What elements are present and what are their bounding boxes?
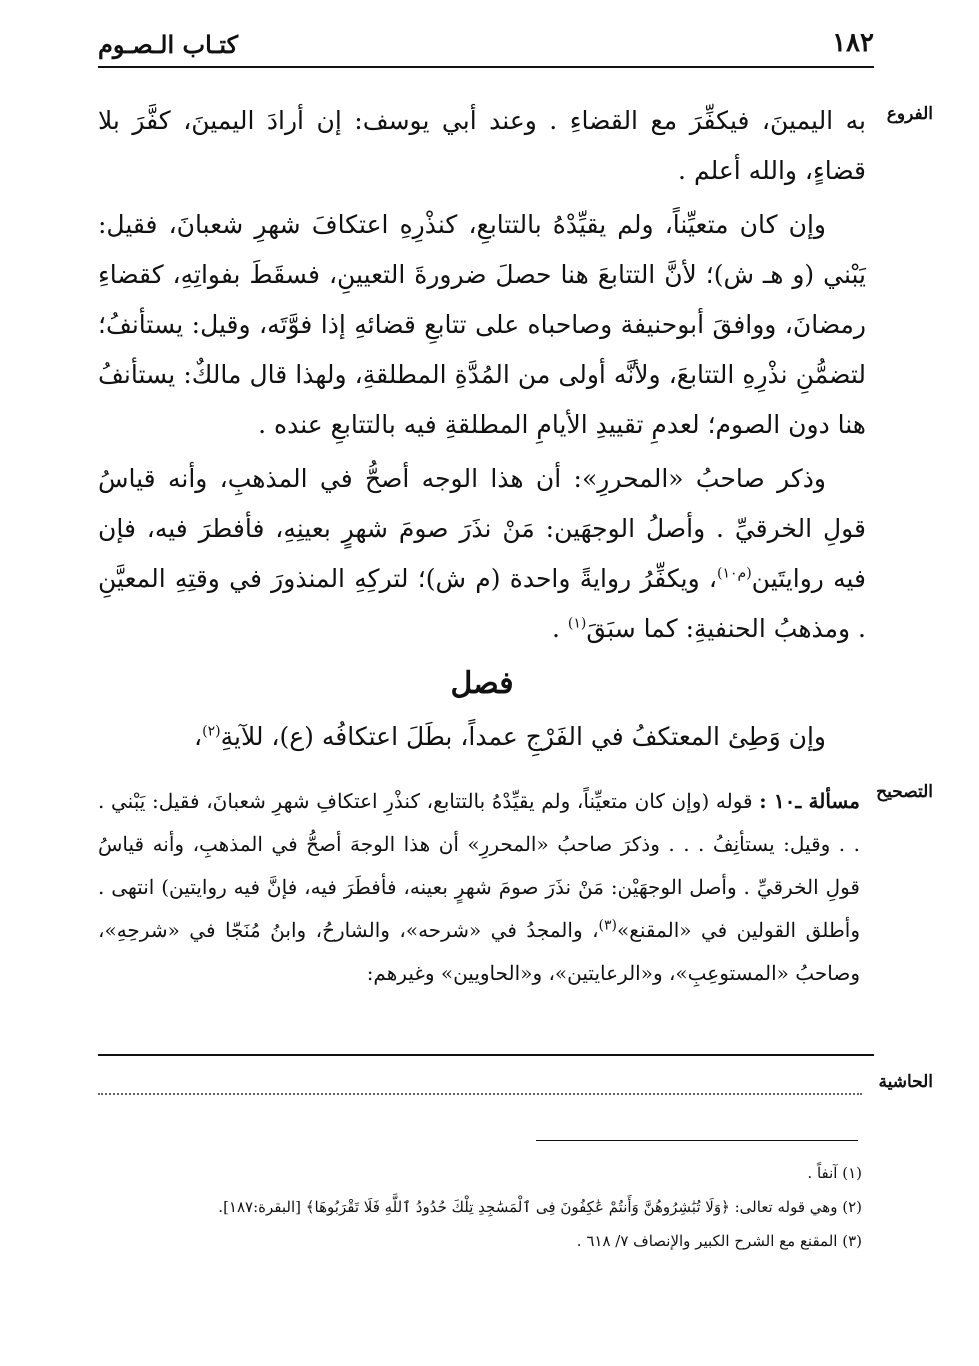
main-text — [98, 96, 866, 762]
footnote-ref-3: (٣) — [598, 917, 618, 934]
main-paragraph-3 — [98, 454, 866, 654]
footnote-divider — [536, 1140, 858, 1141]
tashih-text-a: قوله (وإن كان متعيِّناً، ولم يقيِّدْهُ بالتتابع، كنذْرِ اعتكافِ شهرِ شعبانَ، فقيل: يَبْني . . . وقيل: يستأنِفُ . . . وذكرَ صاحبُ «المحررِ» أن هذا الوجهَ أصحُّ في المذهبِ، وأنه قياسُ قولِ الخرقيِّ . وأصل الوجهَيْن: مَنْ نذَرَ صومَ شهرٍ بعينه، فأفطَرَ فيه، فإنَّ فيه روايتين) انتهى . وأطلق القولين في «المقنع» — [98, 789, 861, 942]
tashih-text — [98, 780, 860, 995]
main-paragraph-2: وإن كان متعيِّناً، ولم يقيِّدْهُ بالتتابعِ، كنذْرِهِ اعتكافَ شهرِ شعبانَ، فقيل: يَبْني (و هـ ش)؛ لأنَّ التتابعَ هنا حصلَ ضرورةَ التعيينِ، فسقَطَ بفواتِهِ، كقضاءِ رمضانَ، ووافقَ أبوحنيفة وصاحباه على تتابعِ قضائهِ إذا فوَّتَه، وقيل: يستأنفُ؛ لتضمُّنِ نذْرِهِ التتابعَ، ولأنَّه أولى من المُدَّةِ المطلقةِ، ولهذا قال مالكٌ: يستأنفُ هنا دون الصوم؛ لعدمِ تقييدِ الأيامِ المطلقةِ فيه بالتتابعِ عنده . — [98, 210, 866, 439]
main-paragraph-3-text-b: ، ويكفِّرُ روايةً واحدة (م ش)؛ لتركِهِ المنذورَ في وقتِهِ المعيَّنِ . ومذهبُ الحنفيةِ: كما سبَقَ — [98, 564, 866, 643]
label-hashiya: الحاشية — [878, 1072, 933, 1092]
main-paragraph-3-text-c: . — [551, 614, 568, 643]
section-heading-fasl: فصل — [450, 666, 514, 701]
page-header — [98, 28, 874, 60]
label-furu: الفروع — [886, 104, 933, 124]
main-paragraph-1: به اليمينَ، فيكفِّرَ مع القضاءِ . وعند أبي يوسف: إن أرادَ اليمينَ، كفَّرَ بلا قضاءٍ، والله أعلم . — [98, 106, 866, 185]
label-tashih: التصحيح — [876, 782, 933, 802]
masala-label: مسألة ـ١٠ : — [759, 789, 860, 813]
footnotes — [98, 1156, 862, 1258]
footnote-ref-1: (١) — [567, 615, 587, 632]
tashih-divider — [98, 1054, 874, 1056]
main-paragraph-4-text-b: ، — [194, 722, 203, 751]
tashih-text-b: ، والمجدُ في «شرحه»، والشارحُ، وابنُ مُنَجّا في «شرحِهِ»، وصاحبُ «المستوعِبِ»، و«الرعايتين»، و«الحاويين» وغيرهم: — [98, 918, 860, 985]
footnote-ref-2: (٢) — [202, 723, 221, 740]
footnote-3: (٣) المقنع مع الشرح الكبير والإنصاف ٧/ ٦١٨ . — [576, 1232, 862, 1250]
book-title: كتـاب الـصـوم — [98, 30, 239, 59]
header-divider — [98, 66, 874, 68]
main-paragraph-4-text-a: وإن وَطِئ المعتكفُ في الفَرْجِ عمداً، بطَلَ اعتكافُه (ع)، للآيةِ — [220, 722, 826, 751]
footnote-2: (٢) وهي قوله تعالى: ﴿وَلَا تُبَٰشِرُوهُنَّ وَأَنتُمْ عَٰكِفُونَ فِى ٱلْمَسَٰجِدِ تِلْكَ حُدُودُ ٱللَّهِ فَلَا تَقْرَبُوهَا﴾ [البقرة:١٨٧]. — [218, 1198, 862, 1216]
footnote-ref-m10: (م١٠) — [717, 565, 752, 582]
main-paragraph-3-text-a: وذكر صاحبُ «المحررِ»: أن هذا الوجه أصحُّ في المذهبِ، وأنه قياسُ قولِ الخرقيِّ . وأصلُ الوجهَين: مَنْ نذَرَ صومَ شهرٍ بعينِهِ، فأفطرَ فيه، فإن فيه روايتَين — [98, 464, 866, 593]
hashiya-dotted-line — [98, 1093, 862, 1095]
page-number: ١٨٢ — [832, 28, 874, 58]
footnote-1: (١) آنفاً . — [807, 1164, 862, 1182]
main-paragraph-4 — [98, 712, 866, 762]
